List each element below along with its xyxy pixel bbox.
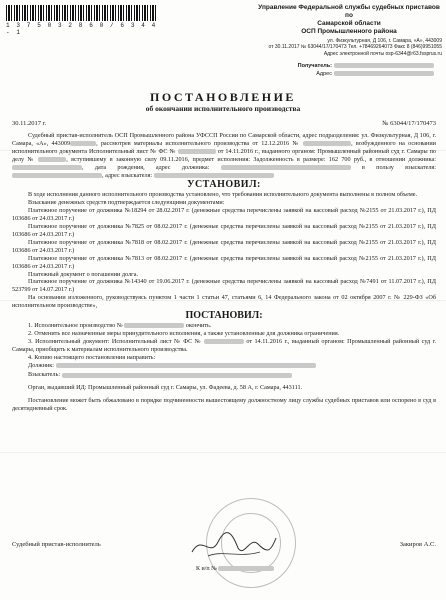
redacted-text bbox=[62, 373, 292, 378]
address-label: Адрес bbox=[316, 71, 332, 77]
paragraph: В ходе исполнения данного исполнительного производства установлено, что требования исполнительного документа выполнены в полном объеме. bbox=[28, 191, 418, 199]
redacted-text bbox=[38, 157, 66, 162]
heading-ustanovil: УСТАНОВИЛ: bbox=[187, 179, 261, 191]
redacted-text bbox=[12, 165, 82, 170]
redacted-text bbox=[56, 363, 316, 368]
handwritten-signature bbox=[188, 528, 278, 562]
paragraph: На основании изложенного, руководствуясь пунктом 1 части 1 статьи 47, статьями 6, 14 Федерального закона от 02 октября 2007 г. № 229-ФЗ «Об исполнительном производстве», bbox=[12, 294, 436, 310]
document-date: 30.11.2017 г. bbox=[12, 120, 47, 127]
redacted-text bbox=[70, 141, 96, 146]
payment-order: Платежное поручение от должника №14340 от 19.06.2017 г. (денежные средства перечислены заявкой на кассовый расход №7491 от 11.07.2017 г.), ПД 523799 от 14.07.2017 г.) bbox=[12, 278, 436, 294]
document-subtitle: об окончании исполнительного производства bbox=[145, 104, 301, 113]
redacted-text bbox=[124, 323, 184, 328]
claimant-line: Взыскатель: bbox=[12, 371, 436, 379]
intro-paragraph: Судебный пристав-исполнитель ОСП Промышленного района УФССП России по Самарской области, адрес подразделения: ул. Физкультурная, Д 106, г. Самара, «А», 443009 , рассмотрев материалы исполнительного производства от 12.12.2016 № , возбужденного на основании исполнительного документа Исполнительный лист № ФС № от 14.11.2016 г., выданного органом: Промышленный районный суд г. Самары по делу № , вступившему в законную силу 09.11.2016, предмет исполнения: Задолженность в размере: 162 700 руб., в отношении должника: , дата рождения, адрес должника: в пользу взыскателя: , адрес взыскателя: bbox=[12, 132, 437, 179]
signatory-name: Закиров А.С. bbox=[399, 541, 436, 548]
decision-item: 2. Отменить все назначенные меры принудительного исполнения, а также установленные для должника ограничения. bbox=[28, 329, 340, 337]
payment-order: Платежное поручение от должника №7818 от 08.02.2017 г. (денежные средства перечислены заявкой на кассовый расход №2155 от 21.03.2017 г.), ПД 103686 от 24.03.2017 г.) bbox=[12, 238, 436, 254]
paragraph: Взыскание денежных средств подтверждается следующими документами: bbox=[28, 199, 225, 207]
redacted-text bbox=[221, 165, 351, 170]
payment-order: Платежное поручение от должника №18294 от 28.02.2017 г. (денежные средства перечислены заявкой на кассовый расход №2155 от 21.03.2017 г.), ПД 103686 от 24.03.2017 г.) bbox=[12, 207, 436, 223]
decision-item: 1. Исполнительное производство № окончить. bbox=[28, 322, 212, 330]
redacted-text bbox=[334, 63, 434, 68]
recipient-block bbox=[250, 62, 440, 78]
debtor-line: Должник: bbox=[12, 362, 436, 370]
appeal-paragraph: Постановление может быть обжаловано в порядке подчиненности вышестоящему должностному лицу службы судебных приставов или оспорено в суд в десятидневный срок. bbox=[12, 397, 436, 413]
document-title: ПОСТАНОВЛЕНИЕ bbox=[150, 90, 296, 104]
heading-postanovil: ПОСТАНОВИЛ: bbox=[185, 310, 263, 322]
decision-item: 3. Исполнительный документ: Исполнительный лист № ФС № от 14.11.2016 г., выданный органом: Промышленный районный суд г. Самары, приобщить к материалам исполнительного производства. bbox=[12, 337, 437, 353]
agency-line: Самарской области bbox=[317, 20, 381, 27]
paper-crease bbox=[0, 452, 446, 453]
redacted-text bbox=[218, 566, 274, 571]
decision-item: 4. Копию настоящего постановления направить: bbox=[28, 353, 156, 361]
redacted-text bbox=[204, 339, 244, 344]
agency-address bbox=[236, 38, 442, 57]
payment-order: Платежное поручение от должника №7813 от 08.02.2017 г. (денежные средства перечислены заявкой на кассовый расход №2155 от 21.03.2017 г.), ПД 103686 от 24.03.2017 г.) bbox=[12, 254, 436, 270]
agency-header bbox=[256, 4, 442, 36]
address-line: от 30.11.2017 № 63044/17/170473 Тел. +78469264073 Факс 8 (846)9951055 bbox=[268, 44, 442, 51]
signatory-position: Судебный пристав-исполнитель bbox=[12, 541, 101, 548]
payment-order: Платежное поручение от должника №7825 от 08.02.2017 г. (денежные средства перечислены заявкой на кассовый расход №2155 от 21.03.2017 г.), ПД 103686 от 24.03.2017 г.) bbox=[12, 223, 436, 238]
document-number: № 63044/17/170473 bbox=[382, 120, 436, 127]
agency-line: Управление Федеральной службы судебных приставов по bbox=[258, 4, 440, 19]
redacted-text bbox=[334, 71, 434, 76]
barcode-number: 1 3 7 5 0 3 2 8 6 0 / 6 3 4 4 - 1 bbox=[6, 22, 157, 36]
address-line: ул. Физкультурная, Д 106, г. Самара, «А», 443009 bbox=[327, 38, 442, 44]
redacted-text bbox=[178, 149, 216, 154]
recipient-label: Получатель: bbox=[297, 63, 332, 69]
redacted-text bbox=[303, 141, 351, 146]
redacted-text bbox=[12, 173, 102, 178]
address-line: Адрес электронной почты osp-6344@r63.fssprus.ru bbox=[323, 50, 442, 57]
paragraph: Платежный документ о погашении долга. bbox=[28, 270, 138, 278]
document-body bbox=[12, 132, 436, 413]
case-reference: К и/п № bbox=[196, 566, 274, 572]
barcode bbox=[6, 5, 156, 21]
agency-line: ОСП Промышленного района bbox=[301, 28, 397, 35]
redacted-text bbox=[154, 173, 274, 178]
issuer-line: Орган, выдавший ИД: Промышленный районный суд г. Самары, ул. Фадеева, д. 58 А, г. Самара, 443111. bbox=[28, 384, 303, 392]
